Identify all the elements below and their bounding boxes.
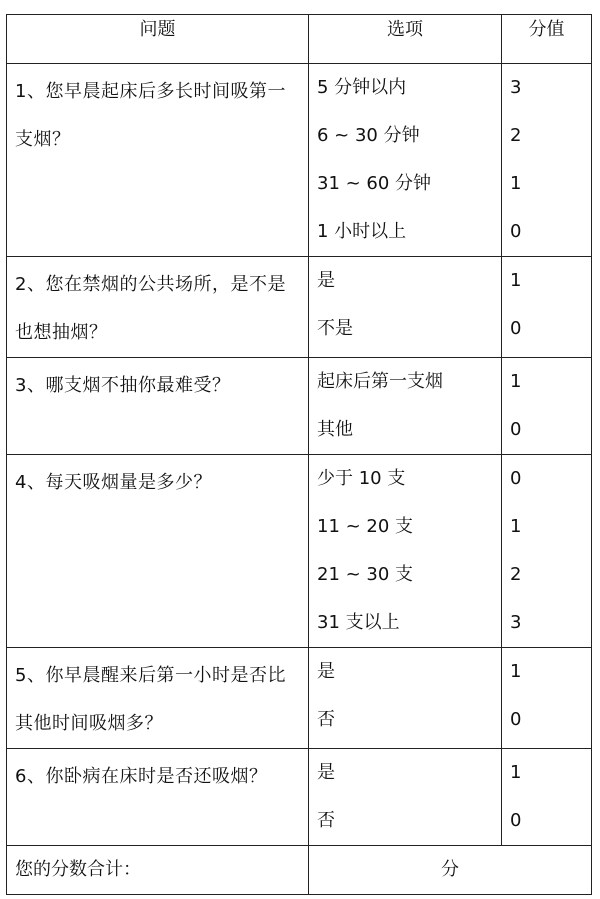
question-row xyxy=(7,455,592,648)
total-row xyxy=(7,846,592,895)
total-unit: 分 xyxy=(441,859,459,880)
option-score: 0 xyxy=(510,468,522,489)
question-cell xyxy=(7,358,309,455)
options-cell xyxy=(309,648,502,749)
option-label: 否 xyxy=(317,810,335,831)
header-option: 选项 xyxy=(309,15,502,64)
nicotine-dependence-table xyxy=(6,14,592,895)
question-cell xyxy=(7,455,309,648)
option-label: 31 ~ 60 分钟 xyxy=(317,173,432,194)
question-cell xyxy=(7,257,309,358)
option-score: 1 xyxy=(510,762,522,783)
option-label: 是 xyxy=(317,762,335,783)
scores-cell xyxy=(502,648,592,749)
option-score: 3 xyxy=(510,612,522,633)
question-cell xyxy=(7,648,309,749)
question-cell xyxy=(7,64,309,257)
option-label: 31 支以上 xyxy=(317,612,400,633)
total-cell-value xyxy=(309,846,592,895)
option-score: 3 xyxy=(510,77,522,98)
scores-cell xyxy=(502,455,592,648)
option-score: 2 xyxy=(510,564,522,585)
total-cell-label xyxy=(7,846,309,895)
option-label: 11 ~ 20 支 xyxy=(317,516,414,537)
option-label: 其他 xyxy=(317,419,353,440)
question-row xyxy=(7,648,592,749)
question-rows xyxy=(7,64,592,846)
option-score: 0 xyxy=(510,419,522,440)
question-text: 3、哪支烟不抽你最难受？ xyxy=(15,375,231,396)
option-score: 0 xyxy=(510,221,522,242)
scores-cell xyxy=(502,358,592,455)
option-score: 0 xyxy=(510,709,522,730)
question-text: 4、每天吸烟量是多少？ xyxy=(15,472,212,493)
question-row xyxy=(7,749,592,846)
question-text: 2、您在禁烟的公共场所，是不是也想抽烟？ xyxy=(15,274,286,343)
option-label: 少于 10 支 xyxy=(317,468,406,489)
option-score: 1 xyxy=(510,270,522,291)
option-label: 1 小时以上 xyxy=(317,221,407,242)
question-text: 1、您早晨起床后多长时间吸第一支烟？ xyxy=(15,81,286,150)
option-score: 1 xyxy=(510,371,522,392)
question-text: 5、你早晨醒来后第一小时是否比其他时间吸烟多？ xyxy=(15,665,286,734)
option-score: 1 xyxy=(510,173,522,194)
option-score: 1 xyxy=(510,516,522,537)
option-score: 1 xyxy=(510,661,522,682)
option-label: 否 xyxy=(317,709,335,730)
option-score: 0 xyxy=(510,318,522,339)
question-cell xyxy=(7,749,309,846)
scores-cell xyxy=(502,257,592,358)
question-text: 6、你卧病在床时是否还吸烟？ xyxy=(15,766,268,787)
option-label: 5 分钟以内 xyxy=(317,77,407,98)
header-row xyxy=(7,15,592,64)
option-label: 起床后第一支烟 xyxy=(317,371,443,392)
question-row xyxy=(7,358,592,455)
options-cell xyxy=(309,749,502,846)
option-label: 21 ~ 30 支 xyxy=(317,564,414,585)
header-score: 分值 xyxy=(502,15,592,64)
question-row xyxy=(7,257,592,358)
total-label: 您的分数合计： xyxy=(15,859,141,880)
header-question: 问题 xyxy=(7,15,309,64)
scores-cell xyxy=(502,749,592,846)
option-score: 0 xyxy=(510,810,522,831)
options-cell xyxy=(309,455,502,648)
option-label: 是 xyxy=(317,661,335,682)
scores-cell xyxy=(502,64,592,257)
option-score: 2 xyxy=(510,125,522,146)
option-label: 6 ~ 30 分钟 xyxy=(317,125,420,146)
options-cell xyxy=(309,257,502,358)
options-cell xyxy=(309,64,502,257)
option-label: 不是 xyxy=(317,318,353,339)
question-row xyxy=(7,64,592,257)
options-cell xyxy=(309,358,502,455)
option-label: 是 xyxy=(317,270,335,291)
